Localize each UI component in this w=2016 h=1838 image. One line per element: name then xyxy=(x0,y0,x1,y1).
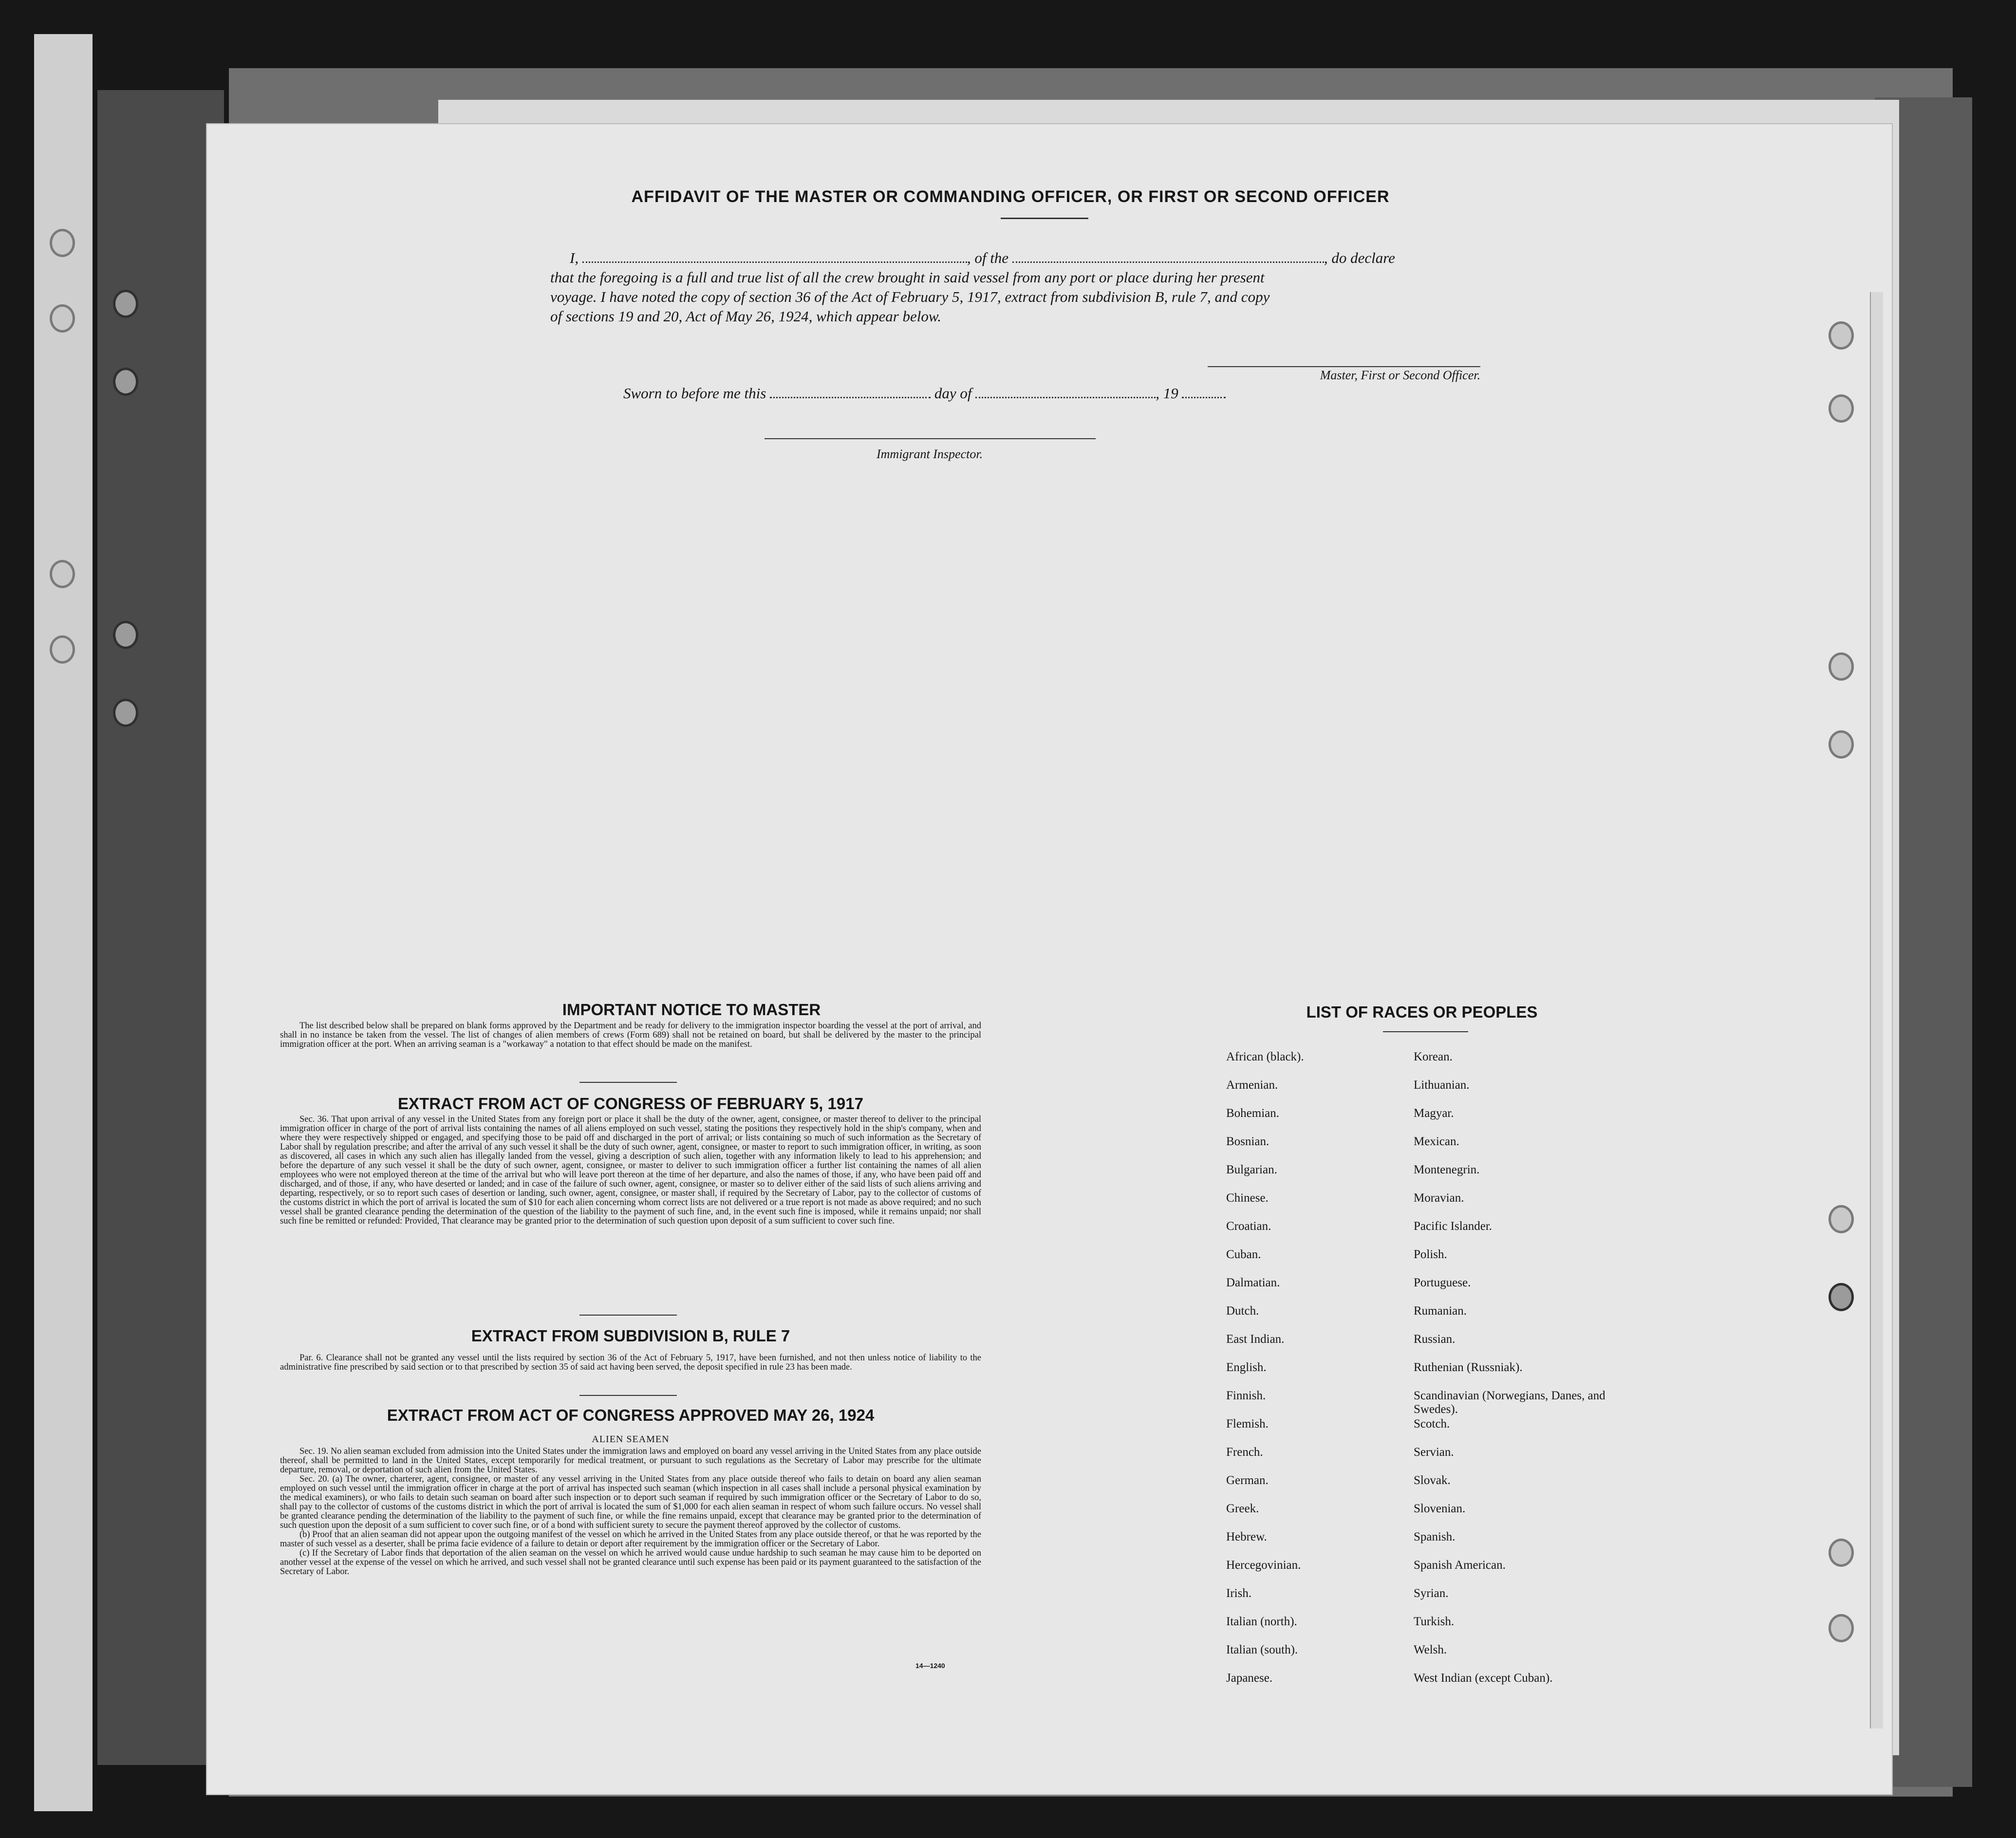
scan-binding-strip xyxy=(34,34,93,1811)
race-item: Croatian. xyxy=(1226,1220,1271,1233)
page-hole xyxy=(1829,652,1854,681)
race-item: Hebrew. xyxy=(1226,1530,1267,1543)
notice-paragraph: The list described below shall be prepared on blank forms approved by the Department and be ready for delivery to the immigration inspector boarding the vessel at the port of arrival, and shall in no instance be taken from the vessel. The list of changes of alien members of crews (Form 689) shall not be retained on board, but shall be delivered by the master to the principal immigration officer at the port. When an arriving seaman is a "workaway" a notation to that effect should be made on the manifest. xyxy=(280,1021,981,1049)
race-item: Bulgarian. xyxy=(1226,1163,1277,1176)
race-item: Hercegovinian. xyxy=(1226,1559,1301,1572)
binder-hole xyxy=(50,560,75,588)
declaration-do-declare: , do declare xyxy=(1324,249,1395,266)
form-number: 14—1240 xyxy=(915,1662,945,1670)
page-hole xyxy=(1829,730,1854,759)
name-blank[interactable] xyxy=(582,261,967,263)
sworn-year-blank[interactable] xyxy=(1182,397,1226,398)
races-column-2 xyxy=(1414,1050,1638,1700)
race-item: Irish. xyxy=(1226,1587,1252,1600)
page-hole xyxy=(1829,1283,1854,1311)
declaration-line-4: of sections 19 and 20, Act of May 26, 1924, which appear below. xyxy=(550,308,942,325)
vessel-blank[interactable] xyxy=(1012,261,1324,263)
master-signature-caption: Master, First or Second Officer. xyxy=(1320,368,1480,382)
race-item: French. xyxy=(1226,1446,1263,1459)
sworn-day-of: day of xyxy=(934,385,972,402)
affidavit-title: AFFIDAVIT OF THE MASTER OR COMMANDING OFFICER, OR FIRST OR SECOND OFFICER xyxy=(631,187,1390,206)
race-item: Korean. xyxy=(1414,1050,1453,1063)
affidavit-declaration xyxy=(550,248,1514,326)
declaration-i: I, xyxy=(570,249,579,266)
race-item: Cuban. xyxy=(1226,1248,1261,1261)
binder-hole xyxy=(113,699,138,727)
notice-title: IMPORTANT NOTICE TO MASTER xyxy=(562,1001,821,1019)
notice-body xyxy=(280,1021,981,1049)
race-item: Servian. xyxy=(1414,1446,1454,1459)
race-item: Pacific Islander. xyxy=(1414,1220,1493,1233)
race-item: Polish. xyxy=(1414,1248,1447,1261)
race-item: Rumanian. xyxy=(1414,1304,1467,1318)
sec-20a-paragraph: Sec. 20. (a) The owner, charterer, agent, consignee, or master of any vessel arriving in the United States from any place outside thereof who fails to detain on board any alien seaman employed on such vessel until the immigration officer in charge at the port of arrival has inspected such seaman (which inspection in all cases shall include a personal physical examination by the medical examiners), or who fails to detain such seaman on board after such inspection or to deport such seaman if required by such immigration officer or the Secretary of Labor to do so, shall pay to the collector of customs of the customs district in which the port of arrival is located the sum of $1,000 for each alien seaman in respect of whom such failure occurs. No vessel shall be granted clearance pending the determination of the liability to the payment of such fine, or while the fine remains unpaid, except that clearance may be granted prior to the determination of such question upon the deposit of a sum sufficient to cover such fine, or of a bond with sufficient surety to secure the payment thereof approved by the collector of customs. xyxy=(280,1474,981,1530)
race-item: Slovenian. xyxy=(1414,1502,1466,1515)
race-item: Portuguese. xyxy=(1414,1276,1471,1289)
sec-19-paragraph: Sec. 19. No alien seaman excluded from admission into the United States under the immigration laws and employed on board any vessel arriving in the United States from any place outside thereof, shall be permitted to land in the United States, except temporarily for medical treatment, or pursuant to such regulations as the Secretary of Labor may prescribe for the ultimate departure, removal, or deportation of such alien from the United States. xyxy=(280,1447,981,1475)
race-item: English. xyxy=(1226,1361,1267,1374)
race-item: Montenegrin. xyxy=(1414,1163,1480,1176)
grid-sheet-edge xyxy=(1870,292,1883,1728)
page-hole xyxy=(1829,394,1854,423)
race-item: Chinese. xyxy=(1226,1191,1269,1205)
declaration-line-2: that the foregoing is a full and true list of all the crew brought in said vessel from any port or place during her present xyxy=(550,269,1265,286)
extract-1917-title: EXTRACT FROM ACT OF CONGRESS OF FEBRUARY 5, 1917 xyxy=(398,1095,863,1113)
alien-seamen-subtitle: ALIEN SEAMEN xyxy=(592,1434,670,1445)
extract-1924-body xyxy=(280,1447,981,1577)
page-hole xyxy=(1829,1205,1854,1233)
inspector-signature-caption: Immigrant Inspector. xyxy=(877,447,983,461)
page-hole xyxy=(1829,321,1854,350)
binder-hole xyxy=(113,290,138,318)
race-item: Finnish. xyxy=(1226,1389,1266,1402)
sec-20c-paragraph: (c) If the Secretary of Labor finds that deportation of the alien seaman on the vessel on which he arrived would cause undue hardship to such seaman he may cause him to be deported on another vessel at the expense of the vessel on which he arrived, and such vessel shall not be granted clearance until such expense has been paid or its payment guaranteed to the satisfaction of the Secretary of Labor. xyxy=(280,1548,981,1577)
races-title: LIST OF RACES OR PEOPLES xyxy=(1306,1003,1538,1021)
race-item: Moravian. xyxy=(1414,1191,1464,1205)
binder-hole xyxy=(50,304,75,333)
race-item: Armenian. xyxy=(1226,1078,1278,1092)
race-item: West Indian (except Cuban). xyxy=(1414,1671,1553,1685)
race-item: East Indian. xyxy=(1226,1333,1285,1346)
par-6-paragraph: Par. 6. Clearance shall not be granted any vessel until the lists required by section 36 of the Act of February 5, 1917, have been furnished, and not then unless notice of liability to the administrative fine prescribed by said section or to that prescribed by section 35 of said act having been served, the deposit specified in rule 23 has been made. xyxy=(280,1353,981,1372)
race-item: Spanish American. xyxy=(1414,1559,1506,1572)
extract-1924-title: EXTRACT FROM ACT OF CONGRESS APPROVED MAY 26, 1924 xyxy=(387,1406,875,1424)
binder-hole xyxy=(113,621,138,649)
declaration-of-the: , of the xyxy=(967,249,1009,266)
races-title-rule xyxy=(1383,1031,1468,1032)
section-36-paragraph: Sec. 36. That upon arrival of any vessel in the United States from any foreign port or place it shall be the duty of the owner, agent, consignee, or master thereof to deliver to the principal immigration officer in charge of the port of arrival lists containing the names of all aliens employed on such vessel, stating the positions they respectively hold in the ship's company, when and where they were respectively shipped or engaged, and specifying those to be paid off and discharged in the port of arrival; or lists containing so much of such information as the Secretary of Labor shall by regulation prescribe; and after the arrival of any such vessel it shall be the duty of such owner, agent, consignee, or master to report to such immigration officer, in writing, as soon as discovered, all cases in which any such alien has illegally landed from the vessel, giving a description of such alien, together with any information likely to lead to his apprehension; and before the departure of any such vessel it shall be the duty of such owner, agent, consignee, or master to deliver to such immigration officer a further list containing the names of all alien employees who were not employed thereon at the time of the arrival but who will leave port thereon at the time of her departure, and also the names of those, if any, who have been paid off and discharged, and of those, if any, who have deserted or landed; and in case of the failure of such owner, agent, consignee, or master so to deliver either of the said lists of such aliens arriving and departing, respectively, or so to report such cases of desertion or landing, such owner, agent, consignee, or master shall, if required by the Secretary of Labor, pay to the collector of customs of the customs district in which the port of arrival is located the sum of $10 for each alien concerning whom correct lists are not delivered or a true report is not made as above required; and no such vessel shall be granted clearance pending the determination of the question of the liability to the payment of such fine, and, in the event such fine is imposed, while it remains unpaid; nor shall such fine be remitted or refunded: Provided, That clearance may be granted prior to the determination of such question upon deposit of a sum sufficient to cover such fine. xyxy=(280,1114,981,1226)
race-item: Welsh. xyxy=(1414,1643,1447,1656)
race-item: Italian (north). xyxy=(1226,1615,1297,1628)
race-item: Italian (south). xyxy=(1226,1643,1298,1656)
race-item: Bosnian. xyxy=(1226,1135,1269,1148)
sworn-statement xyxy=(623,385,1305,402)
binder-hole xyxy=(50,635,75,664)
race-item: Ruthenian (Russniak). xyxy=(1414,1361,1523,1374)
extract-rule-7-title: EXTRACT FROM SUBDIVISION B, RULE 7 xyxy=(471,1327,790,1345)
race-item: Scandinavian (Norwegians, Danes, and Swedes). xyxy=(1414,1389,1605,1416)
race-item: Slovak. xyxy=(1414,1474,1451,1487)
binder-hole xyxy=(113,368,138,396)
sworn-month-blank[interactable] xyxy=(975,397,1156,398)
page-hole xyxy=(1829,1614,1854,1642)
races-column-1 xyxy=(1226,1050,1372,1700)
race-item: Dutch. xyxy=(1226,1304,1259,1318)
race-item: Mexican. xyxy=(1414,1135,1459,1148)
race-item: Magyar. xyxy=(1414,1107,1454,1120)
master-signature-line[interactable] xyxy=(1208,366,1480,367)
declaration-line-1 xyxy=(550,248,1514,268)
race-item: African (black). xyxy=(1226,1050,1304,1063)
page-hole xyxy=(1829,1539,1854,1567)
section-rule xyxy=(579,1395,677,1396)
sworn-year-prefix: , 19 xyxy=(1156,385,1178,402)
declaration-line-3: voyage. I have noted the copy of section 36 of the Act of February 5, 1917, extract from subdivision B, rule 7, and copy xyxy=(550,288,1270,305)
race-item: Russian. xyxy=(1414,1333,1456,1346)
scan-binder-board xyxy=(97,90,224,1765)
section-rule xyxy=(579,1082,677,1083)
race-item: Flemish. xyxy=(1226,1417,1269,1430)
race-item: Spanish. xyxy=(1414,1530,1456,1543)
inspector-signature-line[interactable] xyxy=(765,438,1096,439)
race-item: Turkish. xyxy=(1414,1615,1455,1628)
race-item: Scotch. xyxy=(1414,1417,1450,1430)
sworn-day-blank[interactable] xyxy=(770,397,931,398)
sec-20b-paragraph: (b) Proof that an alien seaman did not appear upon the outgoing manifest of the vessel on which he arrived in the United States from any place outside thereof, or that he was reported by the master of such vessel as a deserter, shall be prima facie evidence of a failure to detain or deport after requirement by the immigration officer or the Secretary of Labor. xyxy=(280,1530,981,1549)
race-item: Bohemian. xyxy=(1226,1107,1280,1120)
binder-hole xyxy=(50,229,75,257)
race-item: Japanese. xyxy=(1226,1671,1273,1685)
race-item: German. xyxy=(1226,1474,1269,1487)
extract-rule-7-body xyxy=(280,1354,981,1372)
title-rule xyxy=(1001,218,1088,219)
section-rule xyxy=(579,1315,677,1316)
race-item: Syrian. xyxy=(1414,1587,1449,1600)
extract-1917-body xyxy=(280,1115,981,1226)
sworn-text: Sworn to before me this xyxy=(623,385,766,402)
race-item: Greek. xyxy=(1226,1502,1259,1515)
race-item: Lithuanian. xyxy=(1414,1078,1470,1092)
race-item: Dalmatian. xyxy=(1226,1276,1280,1289)
